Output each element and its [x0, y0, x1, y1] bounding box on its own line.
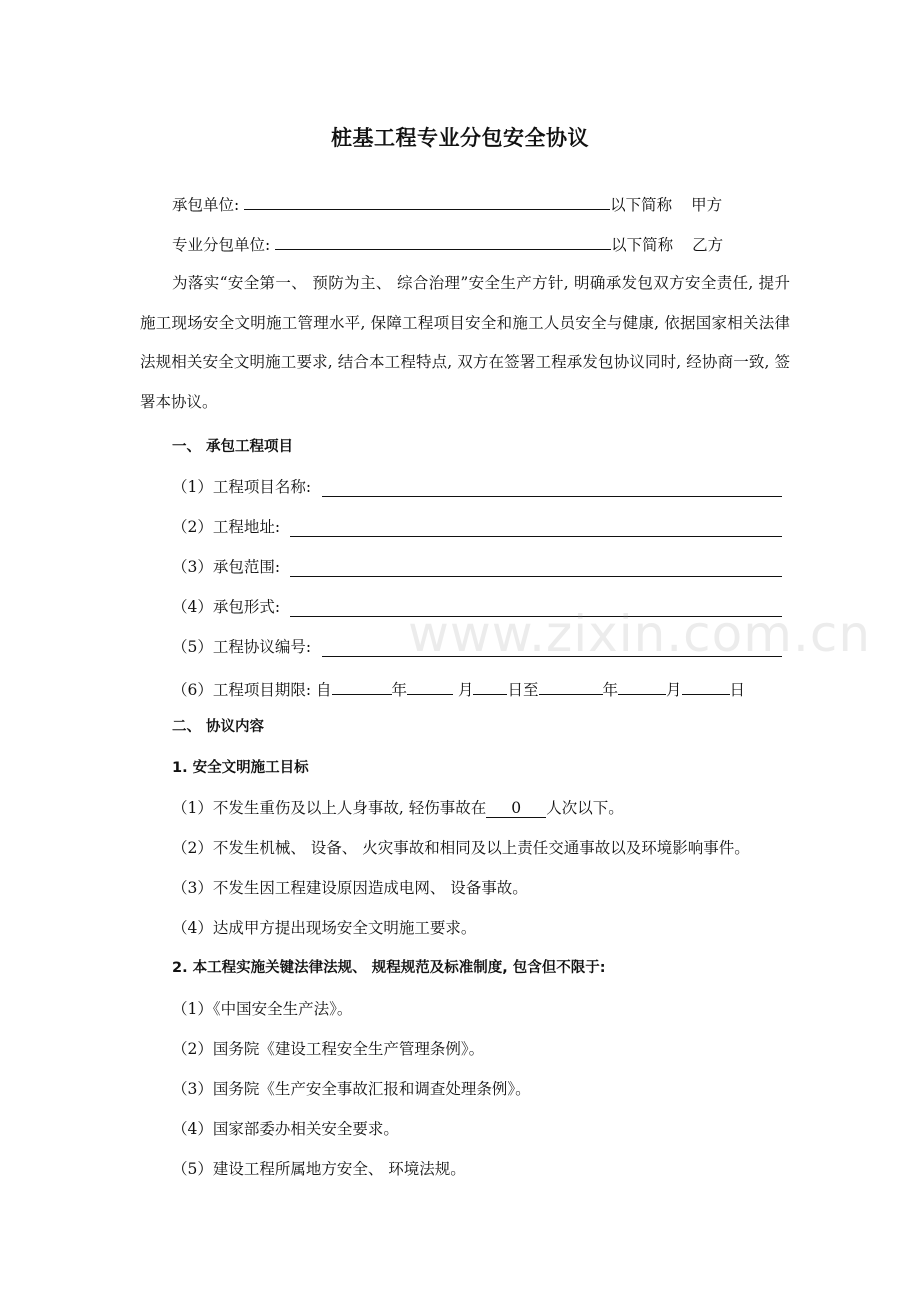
- start-day-label: 日至: [507, 681, 539, 699]
- agreement-number-line: [172, 636, 782, 658]
- party-a-short: 甲方: [691, 196, 723, 214]
- project-period-line: [172, 676, 745, 701]
- goal-item-4: （4）达成甲方提出现场安全文明施工要求。: [172, 919, 477, 937]
- contract-scope-blank[interactable]: [290, 560, 782, 577]
- start-year-blank[interactable]: [332, 676, 392, 695]
- party-b-label: 专业分包单位:: [172, 236, 271, 254]
- goal-item-1-text: （1）不发生重伤及以上人身事故, 轻伤事故在: [172, 799, 487, 817]
- watermark-text: www.zixin.com.cn: [408, 605, 872, 663]
- document-title: 桩基工程专业分包安全协议: [331, 126, 589, 150]
- end-year-label: 年: [602, 681, 619, 699]
- contract-form-line: [172, 596, 782, 618]
- end-month-blank[interactable]: [618, 676, 666, 695]
- goal-item-1: [172, 797, 624, 819]
- party-a-blank[interactable]: [244, 193, 610, 210]
- minor-injury-limit-value[interactable]: 0: [486, 799, 546, 818]
- start-day-blank[interactable]: [473, 676, 507, 695]
- end-day-label: 日: [729, 681, 746, 699]
- start-year-label: 年: [391, 681, 408, 699]
- agreement-number-blank[interactable]: [322, 640, 782, 657]
- project-address-label: （2）工程地址:: [172, 518, 281, 536]
- goal-item-3: （3）不发生因工程建设原因造成电网、 设备事故。: [172, 879, 528, 897]
- party-a-line: [172, 193, 722, 216]
- party-b-short: 乙方: [692, 236, 724, 254]
- contract-scope-line: [172, 556, 782, 578]
- period-label: （6）工程项目期限: 自: [172, 681, 332, 699]
- law-item: （1）《中国安全生产法》。: [172, 1000, 353, 1018]
- laws-heading: 2. 本工程实施关键法律法规、 规程规范及标准制度, 包含但不限于:: [172, 960, 606, 976]
- end-month-label: 月: [666, 681, 682, 699]
- party-b-suffix: 以下简称: [611, 236, 674, 254]
- start-month-label: 月: [457, 681, 474, 699]
- party-b-blank[interactable]: [275, 233, 611, 250]
- end-year-blank[interactable]: [539, 676, 603, 695]
- project-name-blank[interactable]: [322, 480, 782, 497]
- party-b-line: [172, 233, 723, 256]
- project-name-label: （1）工程项目名称:: [172, 478, 312, 496]
- law-item: （5）建设工程所属地方安全、 环境法规。: [172, 1160, 466, 1178]
- party-a-suffix: 以下简称: [610, 196, 673, 214]
- project-name-line: [172, 476, 782, 498]
- law-item: （3）国务院《生产安全事故汇报和调查处理条例》。: [172, 1080, 531, 1098]
- end-day-blank[interactable]: [682, 676, 730, 695]
- intro-paragraph: 为落实“安全第一、 预防为主、 综合治理”安全生产方针, 明确承发包双方安全责任, 提升施工现场安全文明施工管理水平, 保障工程项目安全和施工人员安全与健康, 依据国家相关法律法规相关安全文明施工要求, 结合本工程特点, 双方在签署工程承发包协议同时, 经协商一致, 签署本协议。: [140, 274, 790, 411]
- safety-goals-heading: 1. 安全文明施工目标: [172, 760, 309, 776]
- start-month-blank[interactable]: [407, 676, 453, 695]
- goal-item-1-suffix: 人次以下。: [546, 799, 624, 817]
- goal-item-2: （2）不发生机械、 设备、 火灾事故和相同及以上责任交通事故以及环境影响事件。: [172, 839, 750, 857]
- law-item: （4）国家部委办相关安全要求。: [172, 1120, 399, 1138]
- section2-heading: 二、 协议内容: [172, 719, 265, 735]
- project-address-line: [172, 516, 782, 538]
- contract-scope-label: （3）承包范围:: [172, 558, 281, 576]
- section1-heading: 一、 承包工程项目: [172, 439, 294, 455]
- agreement-number-label: （5）工程协议编号:: [172, 638, 312, 656]
- project-address-blank[interactable]: [290, 520, 782, 537]
- law-item: （2）国务院《建设工程安全生产管理条例》。: [172, 1040, 485, 1058]
- contract-form-label: （4）承包形式:: [172, 598, 281, 616]
- contract-form-blank[interactable]: [290, 600, 782, 617]
- party-a-label: 承包单位:: [172, 196, 240, 214]
